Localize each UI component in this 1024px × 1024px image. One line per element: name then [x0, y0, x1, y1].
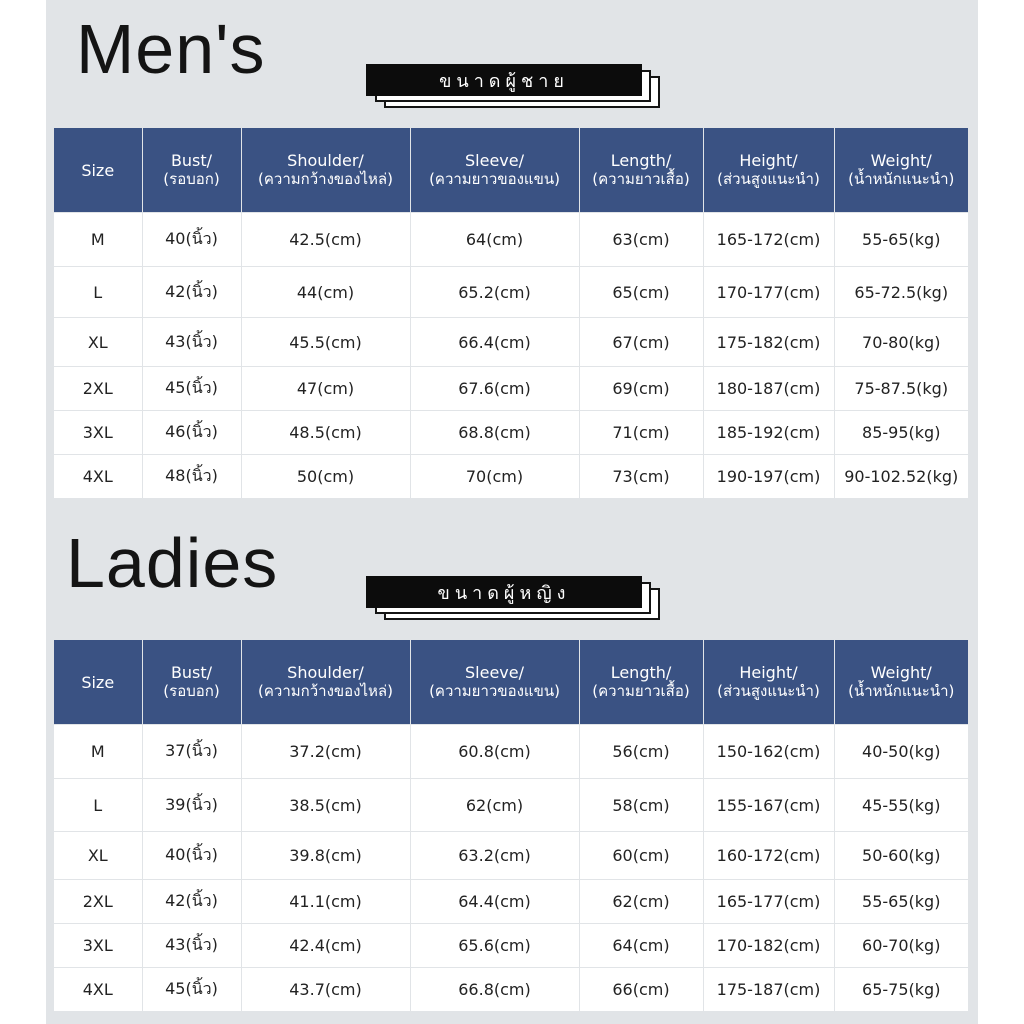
col-header-sleeve	[410, 640, 579, 725]
cell-size: XL	[54, 318, 142, 367]
cell-weight: 50-60(kg)	[834, 832, 968, 880]
col-header-shoulder	[241, 640, 410, 725]
col-header-sub: (รอบอก)	[163, 682, 220, 700]
table-row	[54, 213, 968, 267]
cell-shoulder: 42.5(cm)	[241, 213, 410, 267]
table-row	[54, 318, 968, 367]
mens-banner	[366, 64, 662, 110]
table-row	[54, 725, 968, 779]
cell-weight: 55-65(kg)	[834, 213, 968, 267]
table-row	[54, 880, 968, 924]
cell-sleeve: 65.6(cm)	[410, 924, 579, 968]
cell-weight: 90-102.52(kg)	[834, 455, 968, 499]
cell-shoulder: 38.5(cm)	[241, 779, 410, 832]
col-header-label: Size	[81, 672, 115, 692]
cell-sleeve: 63.2(cm)	[410, 832, 579, 880]
cell-bust: 43(นิ้ว)	[142, 924, 241, 968]
cell-shoulder: 50(cm)	[241, 455, 410, 499]
cell-weight: 70-80(kg)	[834, 318, 968, 367]
col-header-bust	[142, 128, 241, 213]
cell-length: 62(cm)	[579, 880, 703, 924]
cell-size: XL	[54, 832, 142, 880]
cell-size: 3XL	[54, 924, 142, 968]
cell-weight: 65-72.5(kg)	[834, 267, 968, 318]
table-row	[54, 411, 968, 455]
col-header-sub: (น้ำหนักแนะนำ)	[848, 170, 955, 188]
col-header-label: Length/	[610, 663, 672, 682]
col-header-label: Height/	[739, 663, 798, 682]
col-header-label: Size	[81, 160, 115, 180]
cell-length: 58(cm)	[579, 779, 703, 832]
size-chart-panel	[46, 0, 978, 1024]
ladies-size-table	[54, 640, 968, 1011]
cell-height: 190-197(cm)	[703, 455, 834, 499]
cell-bust: 40(นิ้ว)	[142, 213, 241, 267]
cell-size: 4XL	[54, 968, 142, 1012]
cell-height: 160-172(cm)	[703, 832, 834, 880]
cell-shoulder: 37.2(cm)	[241, 725, 410, 779]
cell-sleeve: 62(cm)	[410, 779, 579, 832]
cell-height: 180-187(cm)	[703, 367, 834, 411]
cell-length: 60(cm)	[579, 832, 703, 880]
cell-shoulder: 47(cm)	[241, 367, 410, 411]
col-header-height	[703, 640, 834, 725]
cell-length: 64(cm)	[579, 924, 703, 968]
ladies-title: Ladies	[66, 524, 279, 602]
cell-length: 66(cm)	[579, 968, 703, 1012]
cell-bust: 46(นิ้ว)	[142, 411, 241, 455]
col-header-length	[579, 640, 703, 725]
col-header-weight	[834, 128, 968, 213]
cell-size: L	[54, 779, 142, 832]
cell-sleeve: 64(cm)	[410, 213, 579, 267]
col-header-label: Length/	[610, 151, 672, 170]
cell-shoulder: 43.7(cm)	[241, 968, 410, 1012]
cell-sleeve: 68.8(cm)	[410, 411, 579, 455]
cell-bust: 43(นิ้ว)	[142, 318, 241, 367]
table-header-row	[54, 640, 968, 725]
cell-shoulder: 44(cm)	[241, 267, 410, 318]
table-row	[54, 924, 968, 968]
cell-height: 165-172(cm)	[703, 213, 834, 267]
cell-height: 150-162(cm)	[703, 725, 834, 779]
cell-length: 71(cm)	[579, 411, 703, 455]
cell-sleeve: 66.8(cm)	[410, 968, 579, 1012]
cell-size: M	[54, 725, 142, 779]
cell-weight: 75-87.5(kg)	[834, 367, 968, 411]
col-header-label: Shoulder/	[287, 151, 364, 170]
cell-size: 2XL	[54, 880, 142, 924]
cell-height: 170-182(cm)	[703, 924, 834, 968]
cell-height: 175-187(cm)	[703, 968, 834, 1012]
cell-height: 155-167(cm)	[703, 779, 834, 832]
col-header-sub: (ความยาวของแขน)	[429, 170, 560, 188]
cell-size: 4XL	[54, 455, 142, 499]
col-header-sub: (ความยาวของแขน)	[429, 682, 560, 700]
cell-size: L	[54, 267, 142, 318]
cell-height: 165-177(cm)	[703, 880, 834, 924]
cell-weight: 45-55(kg)	[834, 779, 968, 832]
col-header-label: Bust/	[170, 663, 213, 682]
col-header-sleeve	[410, 128, 579, 213]
col-header-label: Weight/	[870, 663, 932, 682]
col-header-sub: (ส่วนสูงแนะนำ)	[717, 682, 820, 700]
col-header-label: Bust/	[170, 151, 213, 170]
table-row	[54, 267, 968, 318]
cell-length: 67(cm)	[579, 318, 703, 367]
cell-sleeve: 65.2(cm)	[410, 267, 579, 318]
col-header-shoulder	[241, 128, 410, 213]
cell-weight: 85-95(kg)	[834, 411, 968, 455]
col-header-sub: (น้ำหนักแนะนำ)	[848, 682, 955, 700]
cell-sleeve: 66.4(cm)	[410, 318, 579, 367]
cell-length: 65(cm)	[579, 267, 703, 318]
cell-length: 63(cm)	[579, 213, 703, 267]
cell-weight: 60-70(kg)	[834, 924, 968, 968]
cell-shoulder: 41.1(cm)	[241, 880, 410, 924]
cell-bust: 40(นิ้ว)	[142, 832, 241, 880]
cell-length: 56(cm)	[579, 725, 703, 779]
col-header-label: Weight/	[870, 151, 932, 170]
cell-length: 73(cm)	[579, 455, 703, 499]
table-row	[54, 367, 968, 411]
table-row	[54, 968, 968, 1012]
col-header-sub: (ความยาวเสื้อ)	[592, 170, 690, 188]
cell-size: 2XL	[54, 367, 142, 411]
col-header-size	[54, 128, 142, 213]
cell-bust: 45(นิ้ว)	[142, 968, 241, 1012]
cell-shoulder: 45.5(cm)	[241, 318, 410, 367]
cell-bust: 42(นิ้ว)	[142, 880, 241, 924]
col-header-sub: (ความกว้างของไหล่)	[258, 170, 393, 188]
cell-length: 69(cm)	[579, 367, 703, 411]
mens-title: Men's	[76, 10, 266, 88]
cell-bust: 45(นิ้ว)	[142, 367, 241, 411]
col-header-height	[703, 128, 834, 213]
table-row	[54, 832, 968, 880]
cell-shoulder: 48.5(cm)	[241, 411, 410, 455]
cell-height: 185-192(cm)	[703, 411, 834, 455]
ladies-banner	[366, 576, 662, 622]
col-header-size	[54, 640, 142, 725]
cell-bust: 37(นิ้ว)	[142, 725, 241, 779]
mens-banner-label: ขนาดผู้ชาย	[366, 64, 642, 96]
cell-size: 3XL	[54, 411, 142, 455]
col-header-length	[579, 128, 703, 213]
cell-sleeve: 60.8(cm)	[410, 725, 579, 779]
cell-size: M	[54, 213, 142, 267]
col-header-sub: (รอบอก)	[163, 170, 220, 188]
cell-sleeve: 70(cm)	[410, 455, 579, 499]
cell-height: 175-182(cm)	[703, 318, 834, 367]
cell-weight: 65-75(kg)	[834, 968, 968, 1012]
col-header-label: Sleeve/	[465, 663, 524, 682]
cell-weight: 55-65(kg)	[834, 880, 968, 924]
cell-bust: 48(นิ้ว)	[142, 455, 241, 499]
col-header-label: Sleeve/	[465, 151, 524, 170]
cell-sleeve: 67.6(cm)	[410, 367, 579, 411]
col-header-label: Shoulder/	[287, 663, 364, 682]
col-header-sub: (ความยาวเสื้อ)	[592, 682, 690, 700]
col-header-sub: (ความกว้างของไหล่)	[258, 682, 393, 700]
cell-shoulder: 39.8(cm)	[241, 832, 410, 880]
cell-weight: 40-50(kg)	[834, 725, 968, 779]
table-row	[54, 779, 968, 832]
ladies-banner-label: ขนาดผู้หญิง	[366, 576, 642, 608]
cell-bust: 42(นิ้ว)	[142, 267, 241, 318]
col-header-label: Height/	[739, 151, 798, 170]
cell-shoulder: 42.4(cm)	[241, 924, 410, 968]
table-row	[54, 455, 968, 499]
mens-size-table	[54, 128, 968, 498]
col-header-weight	[834, 640, 968, 725]
cell-bust: 39(นิ้ว)	[142, 779, 241, 832]
col-header-sub: (ส่วนสูงแนะนำ)	[717, 170, 820, 188]
table-header-row	[54, 128, 968, 213]
cell-height: 170-177(cm)	[703, 267, 834, 318]
col-header-bust	[142, 640, 241, 725]
cell-sleeve: 64.4(cm)	[410, 880, 579, 924]
